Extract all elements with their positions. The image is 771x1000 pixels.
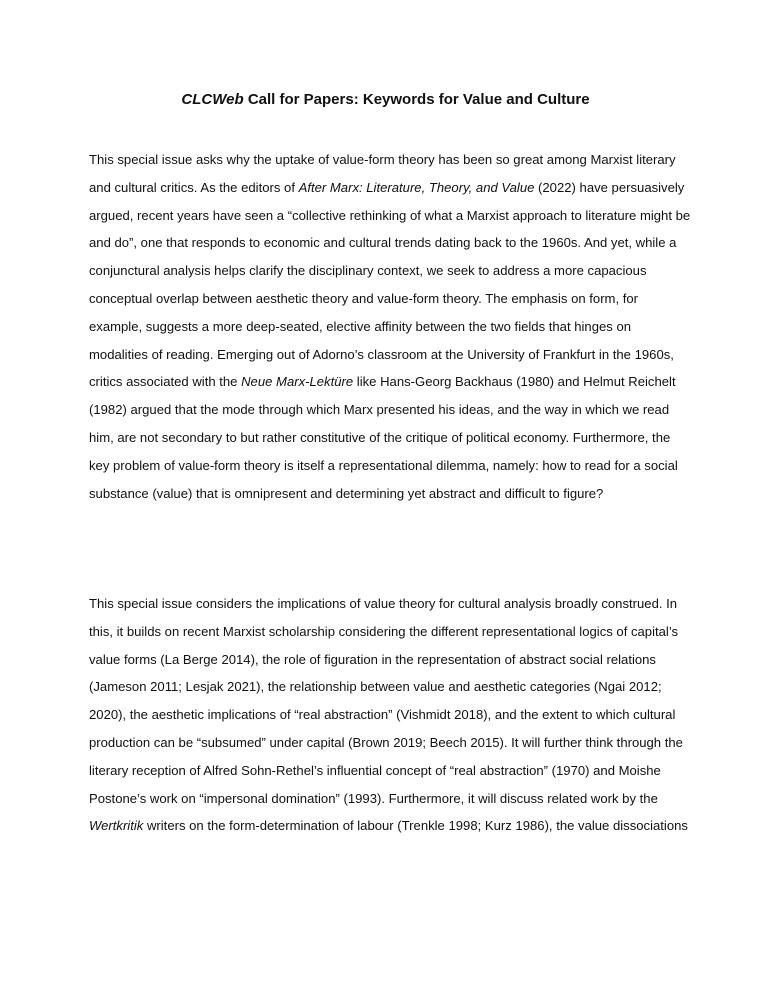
document-title — [0, 90, 771, 110]
paragraph-1-part-3: like Hans-Georg Backhaus (1980) and Helmut Reichelt (1982) argued that the mode through which Marx presented his ideas, and the way in which we read him, are not secondary to but rather constitutive of the critique of political economy. Furthermore, the key problem of value-form theory is itself a representational dilemma, namely: how to read for a social substance (value) that is omnipresent and determining yet abstract and difficult to figure? — [89, 374, 678, 501]
paragraph-2-part-2: writers on the form-determination of labour (Trenkle 1998; Kurz 1986), the value dissociations — [143, 818, 688, 834]
title-journal-name: CLCWeb — [181, 91, 244, 108]
paragraph-2-part-1: This special issue considers the implications of value theory for cultural analysis broadly construed. In this, it builds on recent Marxist scholarship considering the different representational logics of capital’s value forms (La Berge 2014), the role of figuration in the representation of abstract social relations (Jameson 2011; Lesjak 2021), the relationship between value and aesthetic categories (Ngai 2012; 2020), the aesthetic implications of “real abstraction” (Vishmidt 2018), and the extent to which cultural production can be “subsumed” under capital (Brown 2019; Beech 2015). It will further think through the literary reception of Alfred Sohn-Rethel’s influential concept of “real abstraction” (1970) and Moishe Postone’s work on “impersonal domination” (1993). Furthermore, it will discuss related work by the — [89, 596, 683, 806]
paragraph-1-part-1: This special issue asks why the uptake of value-form theory has been so great among Marxist literary and cultural critics. As the editors of — [89, 152, 676, 195]
paragraph-2 — [89, 590, 693, 840]
paragraph-1-part-2: (2022) have persuasively argued, recent years have seen a “collective rethinking of what a Marxist approach to literature might be and do”, one that responds to economic and cultural trends dating back to the 1960s. And yet, while a conjunctural analysis helps clarify the disciplinary context, we seek to address a more capacious conceptual overlap between aesthetic theory and value-form theory. The emphasis on form, for example, suggests a more deep-seated, elective affinity between the two fields that hinges on modalities of reading. Emerging out of Adorno’s classroom at the University of Frankfurt in the 1960s, critics associated with the — [89, 179, 691, 390]
term-wertkritik: Wertkritik — [89, 818, 144, 834]
book-title-after-marx: After Marx: Literature, Theory, and Value — [298, 179, 535, 195]
title-text: Call for Papers: Keywords for Value and Culture — [243, 91, 590, 108]
term-neue-marx-lekture: Neue Marx-Lektüre — [241, 374, 354, 390]
paragraph-1 — [89, 146, 693, 507]
